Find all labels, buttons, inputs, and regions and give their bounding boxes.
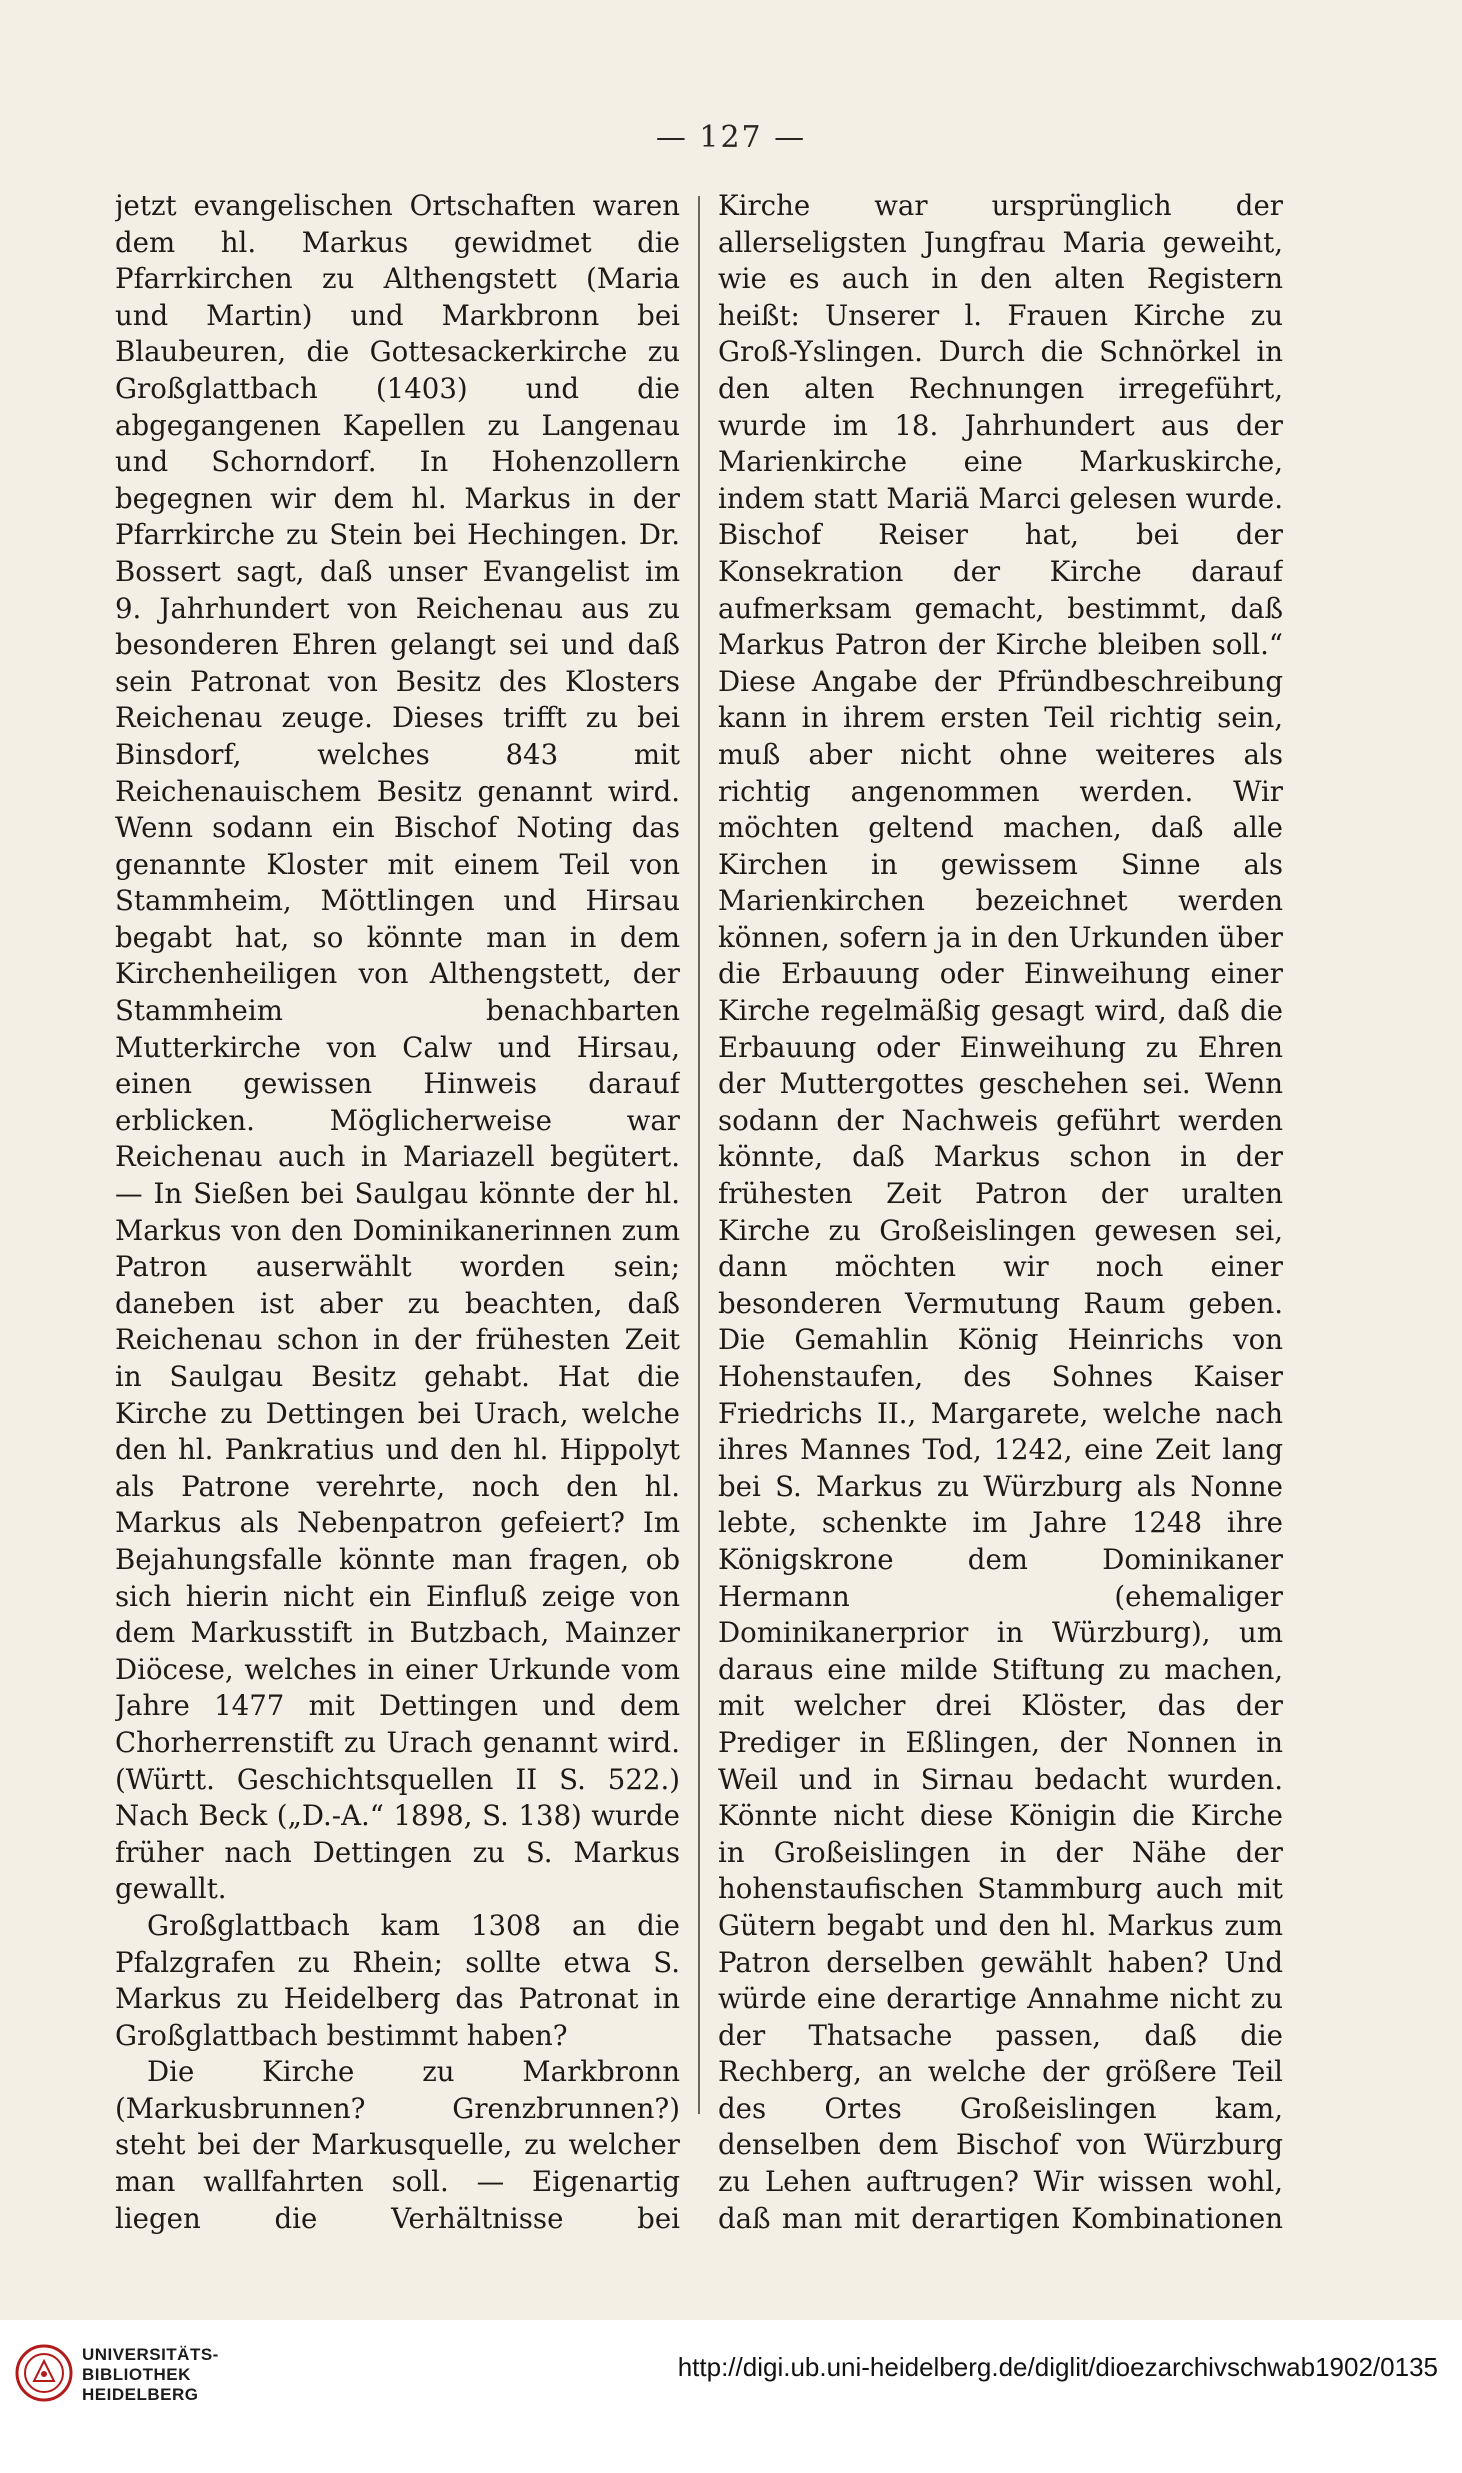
university-seal-icon: [14, 2343, 74, 2403]
logo-line-3: HEIDELBERG: [82, 2385, 199, 2404]
left-paragraph-3: Die Kirche zu Markbronn (Markusbrunnen? Grenzbrunnen?) steht bei der Markusquelle, zu welcher man wallfahrten soll. — Eigenartig liegen die Verhältnisse bei: [115, 2055, 680, 2235]
logo-line-2: BIBLIOTHEK: [82, 2365, 191, 2384]
left-paragraph-1: jetzt evangelischen Ortschaften waren dem hl. Markus gewidmet die Pfarrkirchen zu Althengstett (Maria und Martin) und Markbronn bei Blaubeuren, die Gottesackerkirche zu Großglattbach (1403) und die abgegangenen Kapellen zu Langenau und Schorndorf. In Hohenzollern begegnen wir dem hl. Markus in der Pfarrkirche zu Stein bei Hechingen. Dr. Bossert sagt, daß unser Evangelist im 9. Jahrhundert von Reichenau aus zu besonderen Ehren gelangt sei und daß sein Patronat von Besitz des Klosters Reichenau zeuge. Dieses trifft zu bei Binsdorf, welches 843 mit Reichenauischem Besitz genannt wird. Wenn sodann ein Bischof Noting das genannte Kloster mit einem Teil von Stammheim, Möttlingen und Hirsau begabt hat, so könnte man in dem Kirchenheiligen von Althengstett, der Stammheim benachbarten Mutterkirche von Calw und Hirsau, einen gewissen Hinweis darauf erblicken. Möglicherweise war Reichenau auch in Mariazell begütert. — In Sießen bei Saulgau könnte der hl. Markus von den Dominikanerinnen zum Patron auserwählt worden sein; daneben ist aber zu beachten, daß Reichenau schon in der frühesten Zeit in Saulgau Besitz gehabt. Hat die Kirche zu Dettingen bei Urach, welche den hl. Pankratius und den hl. Hippolyt als Patrone verehrte, noch den hl. Markus als Nebenpatron gefeiert? Im Bejahungsfalle könnte man fragen, ob sich hierin nicht ein Einfluß zeige von dem Markusstift in Butzbach, Mainzer Diöcese, welches in einer Urkunde vom Jahre 1477 mit Dettingen und dem Chorherrenstift zu Urach genannt wird. (Württ. Geschichtsquellen II S. 522.) Nach Beck („D.-A.“ 1898, S. 138) wurde früher nach Dettingen zu S. Markus gewallt.: [115, 189, 680, 1906]
footer-bar: [0, 2320, 1462, 2473]
source-url-link[interactable]: http://digi.ub.uni-heidelberg.de/diglit/dioezarchivschwab1902/0135: [677, 2352, 1438, 2382]
right-column: [718, 188, 1283, 2238]
right-paragraph-1: Kirche war ursprünglich der allerseligsten Jungfrau Maria geweiht, wie es auch in den alten Registern heißt: Unserer l. Frauen Kirche zu Groß-Yslingen. Durch die Schnörkel in den alten Rechnungen irregeführt, wurde im 18. Jahrhundert aus der Marienkirche eine Markuskirche, indem statt Mariä Marci gelesen wurde. Bischof Reiser hat, bei der Konsekration der Kirche darauf aufmerksam gemacht, bestimmt, daß Markus Patron der Kirche bleiben soll.“ Diese Angabe der Pfründbeschreibung kann in ihrem ersten Teil richtig sein, muß aber nicht ohne weiteres als richtig angenommen werden. Wir möchten geltend machen, daß alle Kirchen in gewissem Sinne als Marienkirchen bezeichnet werden können, sofern ja in den Urkunden über die Erbauung oder Einweihung einer Kirche regelmäßig gesagt wird, daß die Erbauung oder Einweihung zu Ehren der Muttergottes geschehen sei. Wenn sodann der Nachweis geführt werden könnte, daß Markus schon in der frühesten Zeit Patron der uralten Kirche zu Großeislingen gewesen sei, dann möchten wir noch einer besonderen Vermutung Raum geben. Die Gemahlin König Heinrichs von Hohenstaufen, des Sohnes Kaiser Friedrichs II., Margarete, welche nach ihres Mannes Tod, 1242, eine Zeit lang bei S. Markus zu Würzburg als Nonne lebte, schenkte im Jahre 1248 ihre Königskrone dem Dominikaner Hermann (ehemaliger Dominikanerprior in Würzburg), um daraus eine milde Stiftung zu machen, mit welcher drei Klöster, das der Prediger in Eßlingen, der Nonnen in Weil und in Sirnau bedacht wurden. Könnte nicht diese Königin die Kirche in Großeislingen in der Nähe der hohenstaufischen Stammburg auch mit Gütern begabt und den hl. Markus zum Patron derselben gewählt haben? Und würde eine derartige Annahme nicht zu der Thatsache passen, daß die Rechberg, an welche der größere Teil des Ortes Großeislingen kam, denselben dem Bischof von Würzburg zu Lehen auftrugen? Wir wissen wohl, daß man mit derartigen Kombinationen: [718, 189, 1283, 2235]
logo-line-1: UNIVERSITÄTS-: [82, 2345, 219, 2364]
library-logo-text: [82, 2345, 219, 2405]
column-divider: [698, 196, 700, 2114]
left-paragraph-2: Großglattbach kam 1308 an die Pfalzgrafen zu Rhein; sollte etwa S. Markus zu Heidelberg das Patronat in Großglattbach bestimmt haben?: [115, 1908, 680, 2052]
page-number: — 127 —: [655, 120, 807, 155]
left-column: [115, 188, 680, 2238]
